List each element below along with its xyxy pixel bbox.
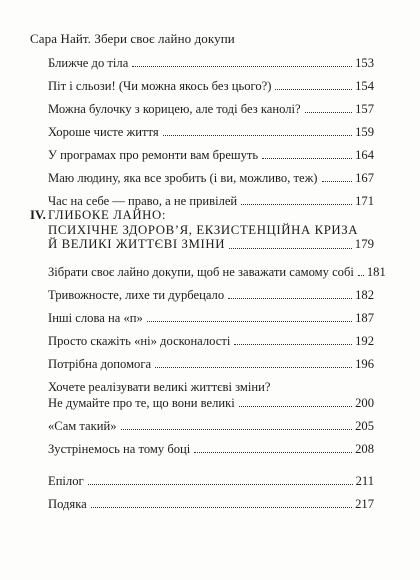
section-heading-line-1 <box>30 208 374 223</box>
section-heading-line-3 <box>30 237 374 252</box>
toc-entry <box>48 194 374 208</box>
toc-entry-page: 164 <box>355 148 374 162</box>
toc-entry <box>48 419 374 433</box>
toc-entry <box>48 148 374 162</box>
dot-leader <box>241 204 352 205</box>
dot-leader <box>228 298 352 299</box>
toc-entry-page: 167 <box>355 171 374 185</box>
toc-entry <box>48 171 374 185</box>
dot-leader <box>155 367 352 368</box>
toc-entry-page: 211 <box>355 474 374 488</box>
toc-entry-title: У програмах про ремонти вам брешуть <box>48 148 259 162</box>
section-page: 179 <box>354 237 374 251</box>
toc-entry-title: Зустрінемось на тому боці <box>48 442 191 456</box>
section-title-text: ГЛИБОКЕ ЛАЙНО: <box>48 208 167 222</box>
dot-leader <box>322 181 353 182</box>
dot-leader <box>262 158 352 159</box>
toc-entry-title: Можна булочку з корицею, але тоді без канолі? <box>48 102 301 116</box>
toc-entry <box>48 442 374 456</box>
toc-entry-title: Просто скажіть «ні» досконалості <box>48 334 231 348</box>
toc-entry-title: Тривожносте, лихе ти дурбецало <box>48 288 225 302</box>
toc-entry-page: 157 <box>355 102 374 116</box>
toc-entry <box>48 79 374 93</box>
toc-entry-title: Подяка <box>48 497 87 511</box>
toc-entry <box>48 357 374 371</box>
toc-entry-title: Час на себе — право, а не привілей <box>48 194 238 208</box>
section-number: IV. <box>30 208 46 222</box>
toc-entry-acknowledgements <box>48 497 374 511</box>
section-heading <box>30 208 374 252</box>
dot-leader <box>163 135 353 136</box>
toc-entry-page: 154 <box>355 79 374 93</box>
toc-entry-page: 159 <box>355 125 374 139</box>
toc-entry-title: Зібрати своє лайно докупи, щоб не заважати самому собі <box>48 265 354 279</box>
toc-entry-page: 205 <box>355 419 374 433</box>
toc-entry-page: 200 <box>355 396 374 410</box>
dot-leader <box>234 344 352 345</box>
toc-entry-title: Потрібна допомога <box>48 357 152 371</box>
toc-entry <box>48 396 374 410</box>
dot-leader <box>88 484 353 485</box>
toc-entry <box>48 288 374 302</box>
toc-entry <box>48 334 374 348</box>
toc-entry-title: Інші слова на «п» <box>48 311 143 325</box>
dot-leader <box>229 248 352 249</box>
section-title-text: Й ВЕЛИКІ ЖИТТЄВІ ЗМІНИ <box>48 237 226 251</box>
toc-entry-title: «Сам такий» <box>48 419 117 433</box>
toc-subheading: Хочете реалізувати великі життєві зміни? <box>48 380 271 394</box>
dot-leader <box>239 406 352 407</box>
dot-leader <box>121 429 353 430</box>
toc-entry-epilogue <box>48 474 374 488</box>
toc-entry-page: 153 <box>355 56 374 70</box>
toc-entry-page: 182 <box>355 288 374 302</box>
toc-entry <box>48 102 374 116</box>
toc-entry-title: Маю людину, яка все зробить (і ви, можливо, теж) <box>48 171 318 185</box>
toc-entry-page: 208 <box>355 442 374 456</box>
toc-entry-title: Піт і сльози! (Чи можна якось без цього?) <box>48 79 272 93</box>
toc-entry-title: Хороше чисте життя <box>48 125 159 139</box>
dot-leader <box>132 66 352 67</box>
dot-leader <box>91 507 352 508</box>
dot-leader <box>358 275 364 276</box>
toc-entry-page: 187 <box>355 311 374 325</box>
dot-leader <box>275 89 352 90</box>
toc-entry-page: 217 <box>355 497 374 511</box>
dot-leader <box>194 452 352 453</box>
toc-entry <box>48 125 374 139</box>
running-header: Сара Найт. Збери своє лайно докупи <box>30 31 235 46</box>
toc-entry-title: Епілог <box>48 474 84 488</box>
toc-entry-page: 171 <box>355 194 374 208</box>
toc-entry-title: Ближче до тіла <box>48 56 129 70</box>
dot-leader <box>147 321 352 322</box>
dot-leader <box>305 112 353 113</box>
toc-entry-page: 181 <box>366 265 386 279</box>
toc-entry <box>48 56 374 70</box>
toc-entry <box>48 265 386 279</box>
toc-entry <box>48 311 374 325</box>
toc-entry-title: Не думайте про те, що вони великі <box>48 396 235 410</box>
toc-entry-page: 192 <box>355 334 374 348</box>
section-heading-line-2: ПСИХІЧНЕ ЗДОРОВ’Я, ЕКЗИСТЕНЦІЙНА КРИЗА <box>48 222 359 237</box>
toc-entry-page: 196 <box>355 357 374 371</box>
